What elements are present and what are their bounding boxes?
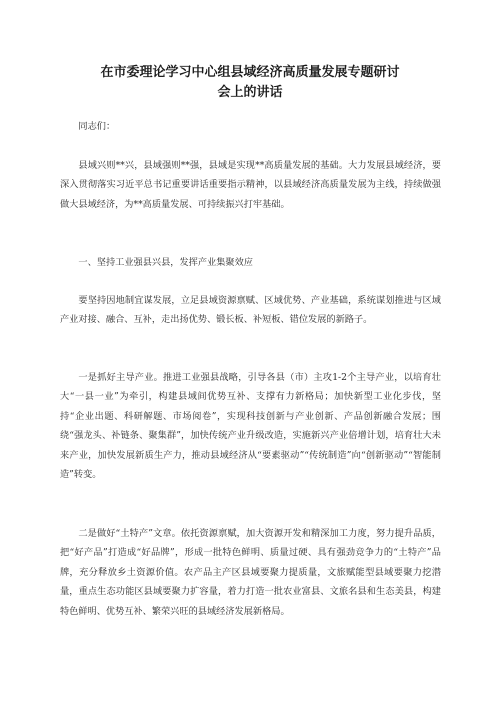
document-title: [60, 63, 440, 103]
paragraph-leading-industry: 一是抓好主导产业。推进工业强县战略，引导各县（市）主攻1-2个主导产业，以培育壮大“一县一业”为牵引，构建县域间优势互补、支撑有力新格局；加快新型工业化步伐，坚持“企业出题、科研解题、市场阅卷”，实现科技创新与产业创新、产品创新融合发展；围绕“强龙头、补链条、聚集群”，加快传统产业升级改造，实施新兴产业倍增计划，培育壮大未来产业，加快发展新质生产力，推动县域经济从“要素驱动”“传统制造”向“创新驱动”“智能制造”转变。: [60, 372, 441, 481]
title-line-2: 会上的讲话: [217, 85, 283, 100]
paragraph-local-specialties: 二是做好“土特产”文章。依托资源禀赋，加大资源开发和精深加工力度，努力提升品质，把“好产品”打造成“好品牌”，形成一批特色鲜明、质量过硬、具有强劲竞争力的“土特产”品牌，充分释放乡土资源价值。农产品主产区县域要聚力提质量，文旅赋能型县域要聚力挖潜量，重点生态功能区县域要聚力扩容量，着力打造一批农业富县、文旅名县和生态美县，构建特色鲜明、优势互补、繁荣兴旺的县域经济发展新格局。: [60, 528, 441, 617]
salutation: 同志们：: [78, 121, 116, 132]
title-line-1: 在市委理论学习中心组县域经济高质量发展专题研讨: [100, 65, 400, 80]
paragraph-intro: 县域兴则**兴，县域强则**强，县域是实现**高质量发展的基础。大力发展县域经济，要深入贯彻落实习近平总书记重要讲话重要指示精神，以县域经济高质量发展为主线，持续做强做大县域经济，为**高质量发展、可持续振兴打牢基础。: [60, 160, 441, 210]
section-heading-1: 一、坚持工业强县兴县，发挥产业集聚效应: [78, 257, 253, 268]
paragraph-strategy: 要坚持因地制宜谋发展，立足县域资源禀赋、区域优势、产业基础，系统谋划推进与区域产业对接、融合、互补，走出扬优势、锻长板、补短板、错位发展的新路子。: [60, 295, 441, 326]
